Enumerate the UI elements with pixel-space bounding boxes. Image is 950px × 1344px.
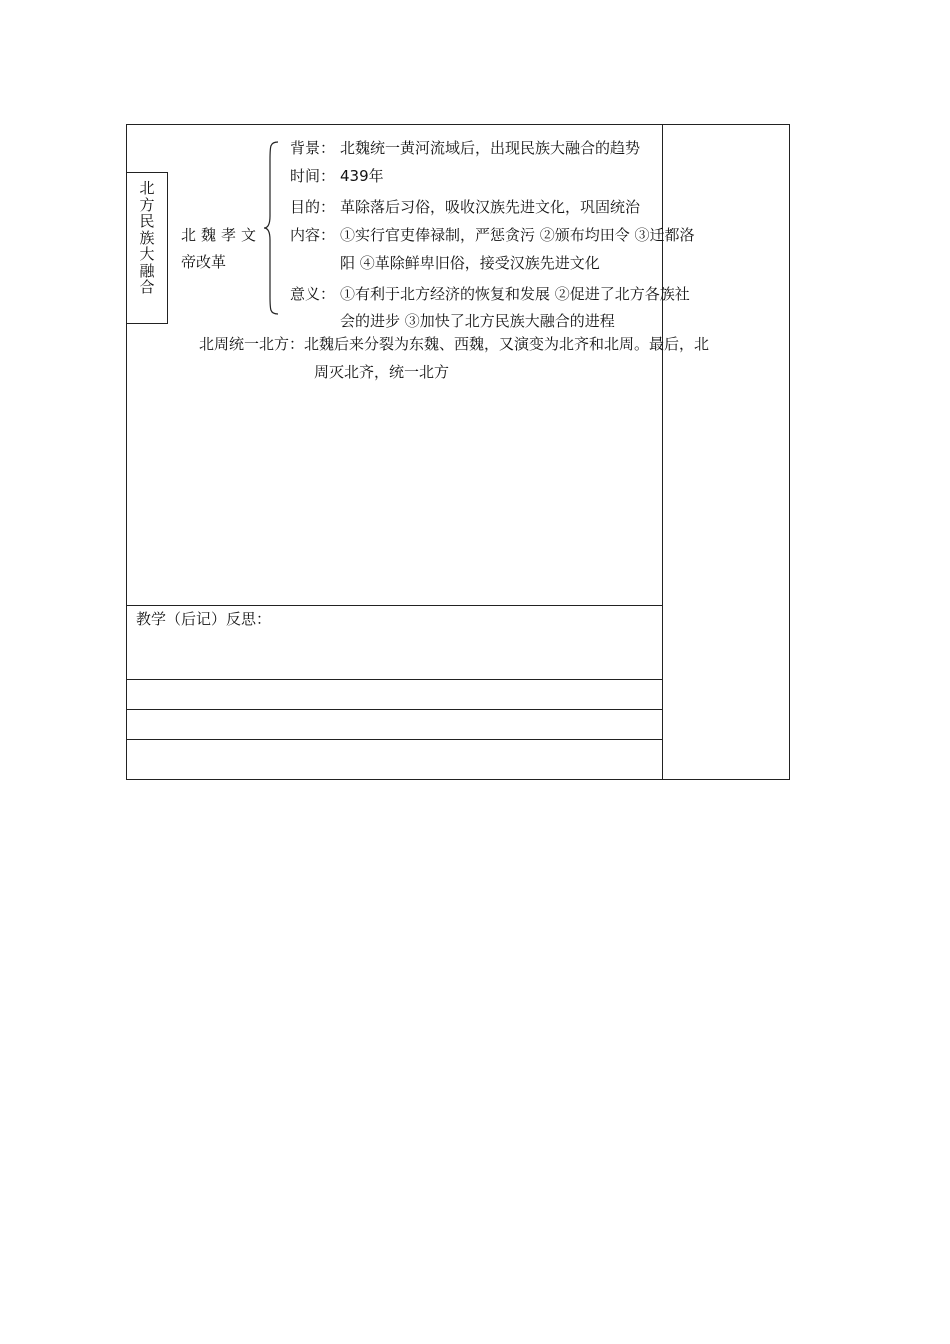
- table-row-divider-1: [126, 605, 663, 606]
- content-label: 内容：: [290, 226, 336, 244]
- reflection-label: 教学（后记）反思：: [136, 610, 272, 628]
- background-label: 背景：: [290, 139, 336, 157]
- section-title-box-top: [126, 172, 168, 173]
- table-border-left: [126, 124, 127, 780]
- significance-text-line2: 会的进步 ③加快了北方民族大融合的进程: [340, 312, 615, 330]
- purpose-text: 革除落后习俗，吸收汉族先进文化，巩固统治: [340, 198, 641, 216]
- section-title-vertical: [136, 180, 158, 296]
- table-row-divider-3: [126, 709, 663, 710]
- section-title-char: 合: [139, 278, 155, 296]
- content-row: [290, 225, 695, 245]
- table-column-divider: [662, 124, 663, 780]
- section-title-box-bottom: [126, 323, 168, 324]
- background-row: [290, 138, 640, 158]
- time-row: [290, 166, 384, 186]
- time-label: 时间：: [290, 167, 336, 185]
- content-text-line1: ①实行官吏俸禄制，严惩贪污 ②颁布均田令 ③迁都洛: [340, 226, 695, 244]
- table-border-right: [789, 124, 790, 780]
- significance-row: [290, 284, 690, 304]
- northern-zhou-text-line2: 周灭北齐，统一北方: [314, 363, 450, 381]
- reform-title-line1: 北魏孝文: [181, 226, 262, 244]
- northern-zhou-label: 北周统一北方：: [199, 335, 305, 353]
- section-title-char: 融: [139, 261, 155, 280]
- table-row-divider-4: [126, 739, 663, 740]
- background-text: 北魏统一黄河流域后，出现民族大融合的趋势: [340, 139, 641, 157]
- content-text-line2: 阳 ④革除鲜卑旧俗，接受汉族先进文化: [340, 254, 600, 272]
- section-title-char: 北: [139, 179, 155, 197]
- purpose-label: 目的：: [290, 198, 336, 216]
- significance-text-line1: ①有利于北方经济的恢复和发展 ②促进了北方各族社: [340, 285, 690, 303]
- reform-title: [181, 222, 261, 276]
- section-title-char: 民: [139, 212, 155, 230]
- reform-title-line2: 帝改革: [181, 253, 227, 271]
- table-row-divider-2: [126, 679, 663, 680]
- section-title-box-right: [167, 172, 168, 324]
- northern-zhou-text-line1: 北魏后来分裂为东魏、西魏，又演变为北齐和北周。最后，北: [304, 335, 710, 353]
- time-text: 439年: [340, 167, 384, 185]
- section-title-char: 大: [139, 245, 155, 263]
- section-title-char: 方: [139, 195, 155, 214]
- section-title-char: 族: [139, 228, 155, 247]
- northern-zhou-line1: [199, 334, 709, 354]
- significance-label: 意义：: [290, 285, 336, 303]
- table-border-bottom: [126, 779, 790, 780]
- curly-brace-icon: [262, 140, 282, 316]
- purpose-row: [290, 197, 640, 217]
- table-border-top: [126, 124, 790, 125]
